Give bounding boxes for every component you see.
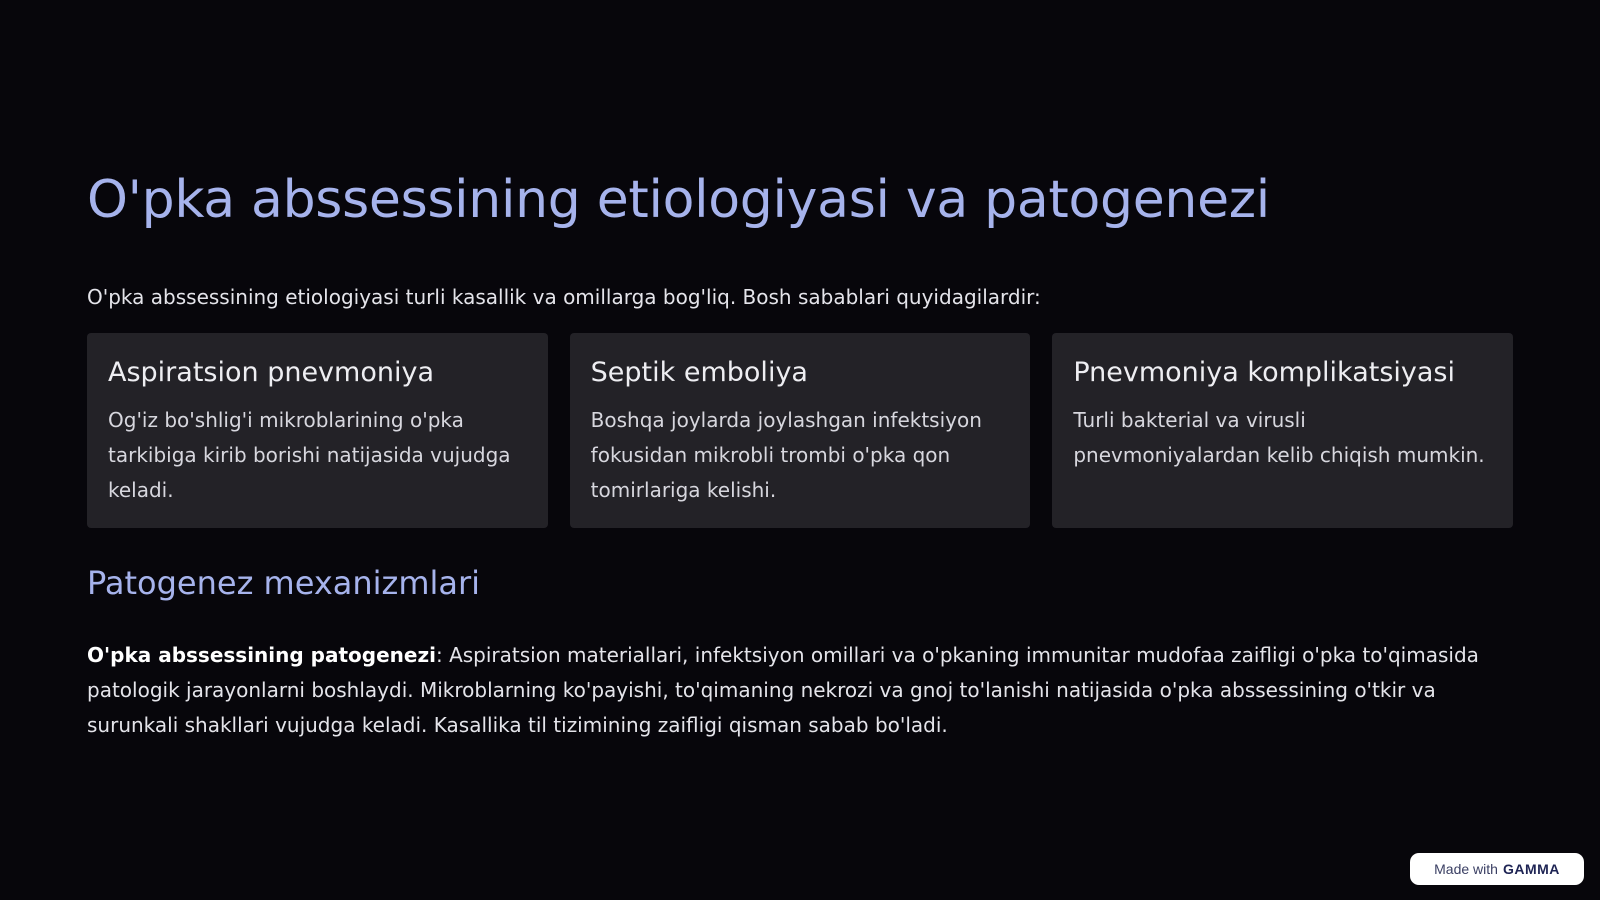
cause-cards [87,333,1513,528]
pathogenesis-paragraph [87,638,1507,743]
card-title: Aspiratsion pnevmoniya [108,357,434,388]
section-heading: Patogenez mexanizmlari [87,564,481,602]
made-with-gamma-badge[interactable] [1410,853,1584,885]
card-body: Boshqa joylarda joylashgan infektsiyon fokusidan mikrobli trombi o'pka qon tomirlariga kelishi. [590,408,982,502]
card-body: Turli bakterial va virusli pnevmoniyalardan kelib chiqish mumkin. [1073,408,1485,467]
page-title: O'pka abssessining etiologiyasi va patogenezi [87,170,1270,230]
cause-card-septic-embolism [570,333,1031,528]
card-body: Og'iz bo'shlig'i mikroblarining o'pka tarkibiga kirib borishi natijasida vujudga keladi. [108,408,511,502]
paragraph-bold-lead: O'pka abssessining patogenezi [87,643,436,667]
cause-card-aspiration [87,333,548,528]
cause-card-pneumonia-complication [1052,333,1513,528]
gamma-logo: GAMMA [1502,861,1560,877]
card-title: Pnevmoniya komplikatsiyasi [1073,357,1455,388]
badge-prefix: Made with [1434,861,1498,877]
card-title: Septik emboliya [590,357,808,388]
paragraph-text: : Aspiratsion materiallari, infektsiyon omillari va o'pkaning immunitar mudofaa zaifligi o'pka to'qimasida patologik jarayonlarni boshlaydi. Mikroblarning ko'payishi, to'qimaning nekrozi va gnoj to'lanishi natijasida o'pka abssessining o'tkir va surunkali shakllari vujudga keladi. Kasallika til tizimining zaifligi qisman sabab bo'ladi. [87,643,1479,737]
intro-text: O'pka abssessining etiologiyasi turli kasallik va omillarga bog'liq. Bosh sabablari quyidagilardir: [87,285,1041,309]
